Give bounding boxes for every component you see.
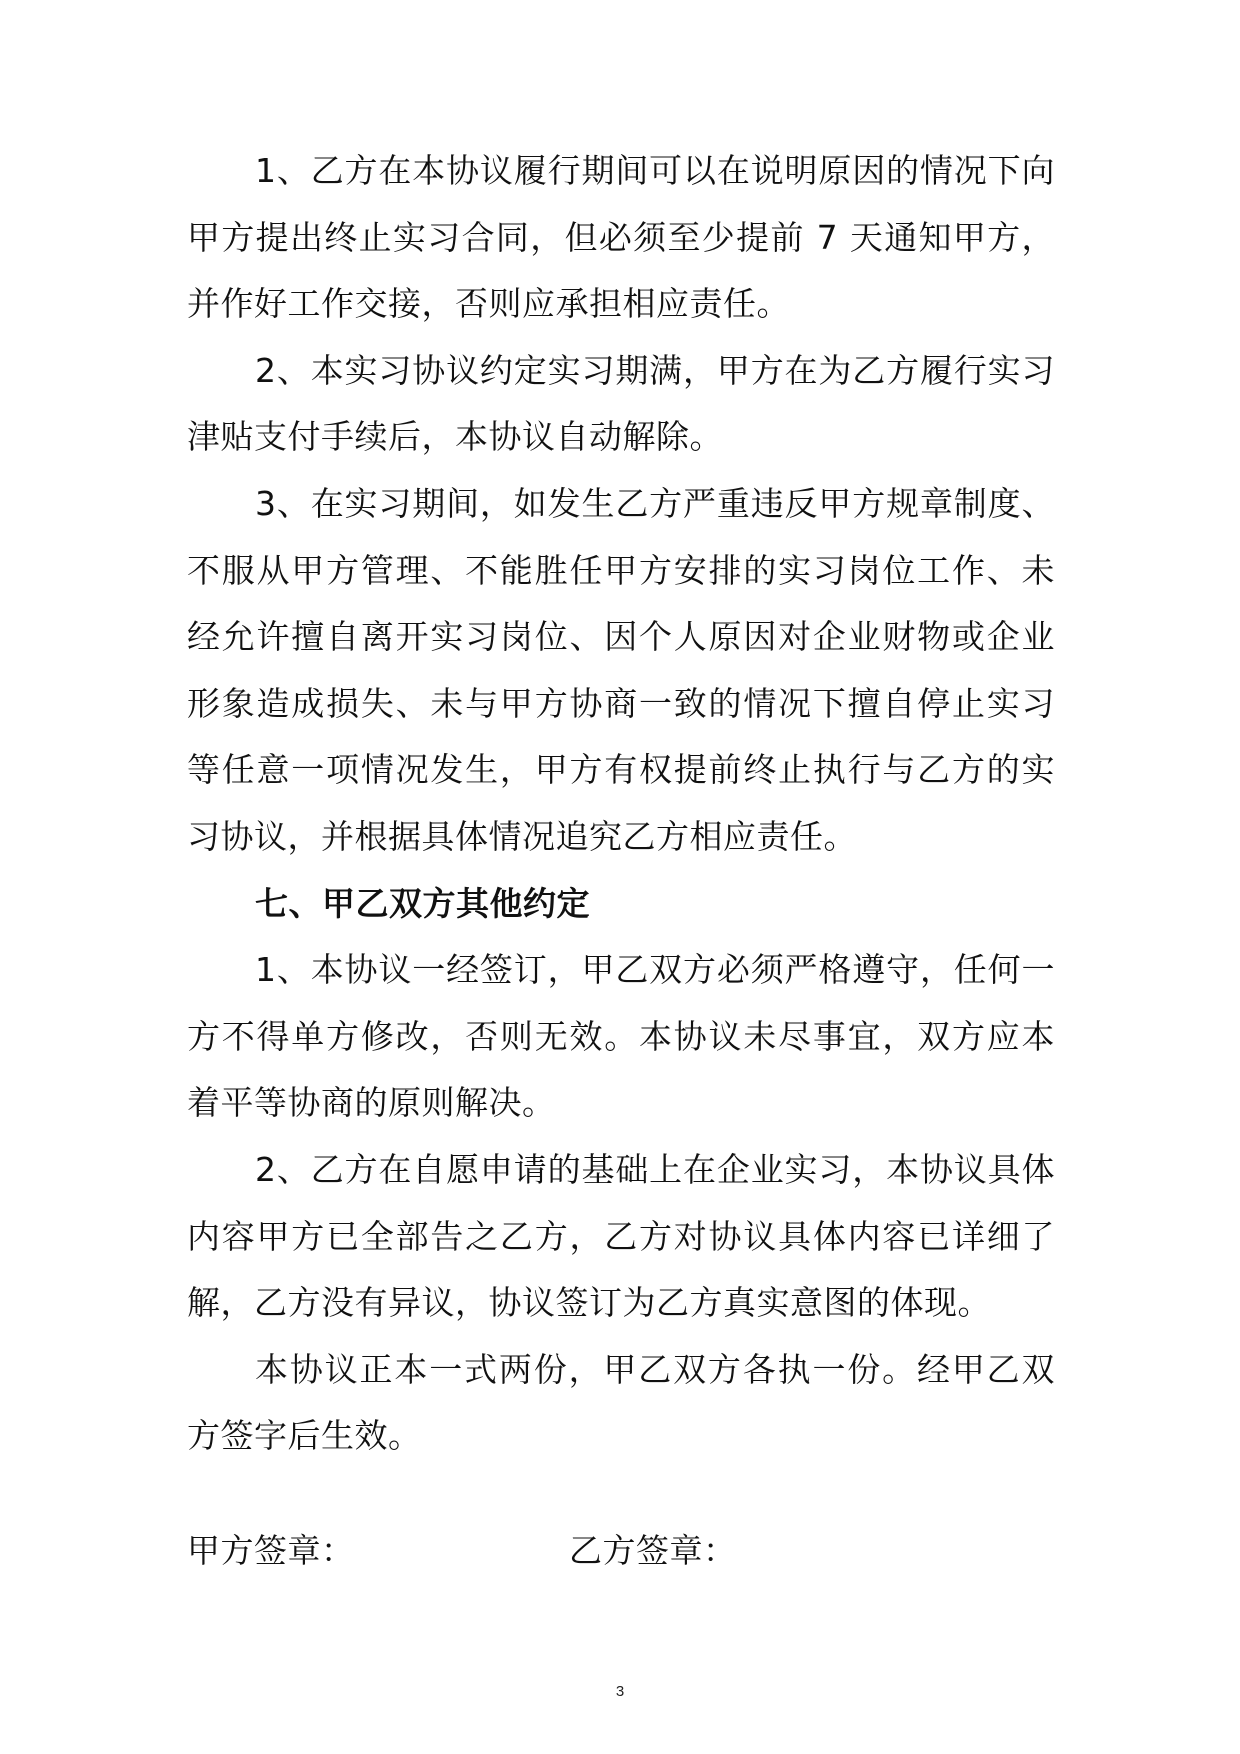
page-number: 3 bbox=[615, 1683, 625, 1700]
section-six-item-1: 1、乙方在本协议履行期间可以在说明原因的情况下向甲方提出终止实习合同，但必须至少提前 7 天通知甲方，并作好工作交接，否则应承担相应责任。 bbox=[187, 151, 1055, 324]
document-body bbox=[187, 138, 1055, 1470]
party-b-signature-label: 乙方签章： bbox=[569, 1531, 737, 1570]
section-seven-item-1: 1、本协议一经签订，甲乙双方必须严格遵守，任何一方不得单方修改，否则无效。本协议未尽事宜，双方应本着平等协商的原则解决。 bbox=[187, 950, 1055, 1123]
signature-block bbox=[187, 1518, 1055, 1588]
closing-paragraph: 本协议正本一式两份，甲乙双方各执一份。经甲乙双方签字后生效。 bbox=[187, 1349, 1055, 1456]
party-a-signature-label: 甲方签章： bbox=[187, 1531, 355, 1570]
section-six-item-3: 3、在实习期间，如发生乙方严重违反甲方规章制度、不服从甲方管理、不能胜任甲方安排的实习岗位工作、未经允许擅自离开实习岗位、因个人原因对企业财物或企业形象造成损失、未与甲方协商一致的情况下擅自停止实习等任意一项情况发生，甲方有权提前终止执行与乙方的实习协议，并根据具体情况追究乙方相应责任。 bbox=[187, 483, 1055, 856]
section-seven-heading: 七、甲乙双方其他约定 bbox=[255, 883, 590, 923]
section-six-item-2: 2、本实习协议约定实习期满，甲方在为乙方履行实习津贴支付手续后，本协议自动解除。 bbox=[187, 350, 1055, 457]
section-seven-item-2: 2、乙方在自愿申请的基础上在企业实习，本协议具体内容甲方已全部告之乙方，乙方对协议具体内容已详细了解，乙方没有异议，协议签订为乙方真实意图的体现。 bbox=[187, 1149, 1055, 1323]
